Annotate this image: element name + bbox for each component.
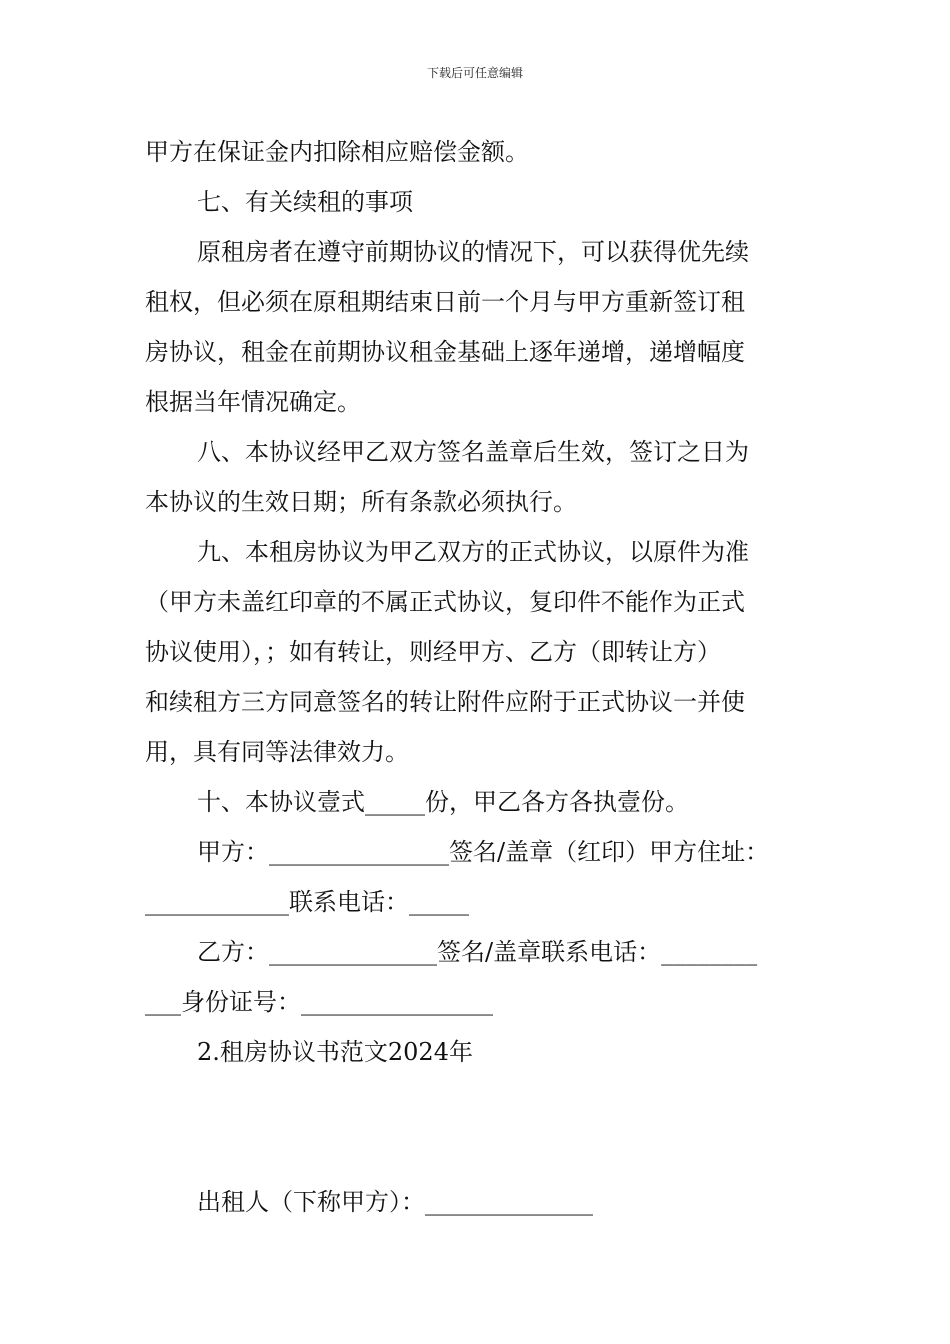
lessor-line: 出租人（下称甲方）：______________ [197, 1188, 593, 1216]
paragraph-line: 本协议的生效日期；所有条款必须执行。 [145, 488, 577, 516]
party-a-contact-line: ____________联系电话：_____ [145, 888, 469, 916]
paragraph-line: 协议使用），；如有转让，则经甲方、乙方（即转让方） [145, 638, 721, 666]
section-heading-7: 七、有关续租的事项 [197, 188, 413, 216]
paragraph-line: 房协议，租金在前期协议租金基础上逐年递增，递增幅度 [145, 338, 745, 366]
paragraph-line: 和续租方三方同意签名的转让附件应附于正式协议一并使 [145, 688, 745, 716]
party-b-id-line: ___身份证号：________________ [145, 988, 493, 1016]
paragraph-line: 原租房者在遵守前期协议的情况下，可以获得优先续 [197, 238, 749, 266]
page-header: 下载后可任意编辑 [426, 66, 523, 80]
clause-9-line: 九、本租房协议为甲乙双方的正式协议，以原件为准 [197, 538, 749, 566]
party-b-signature-line: 乙方：______________签名/盖章联系电话：________ [197, 938, 758, 966]
paragraph-line: 甲方在保证金内扣除相应赔偿金额。 [145, 138, 529, 166]
paragraph-line: （甲方未盖红印章的不属正式协议，复印件不能作为正式 [145, 588, 745, 616]
clause-8-line: 八、本协议经甲乙双方签名盖章后生效，签订之日为 [197, 438, 749, 466]
clause-10-line: 十、本协议壹式_____份，甲乙各方各执壹份。 [197, 788, 689, 816]
paragraph-line: 用，具有同等法律效力。 [145, 738, 409, 766]
section-title-2: 2.租房协议书范文2024年 [197, 1038, 473, 1066]
paragraph-line: 租权，但必须在原租期结束日前一个月与甲方重新签订租 [145, 288, 745, 316]
blank-space [145, 1077, 810, 1177]
document-body [145, 127, 810, 1227]
party-a-signature-line: 甲方：_______________签名/盖章（红印）甲方住址： [197, 838, 770, 866]
paragraph-line: 根据当年情况确定。 [145, 388, 361, 416]
